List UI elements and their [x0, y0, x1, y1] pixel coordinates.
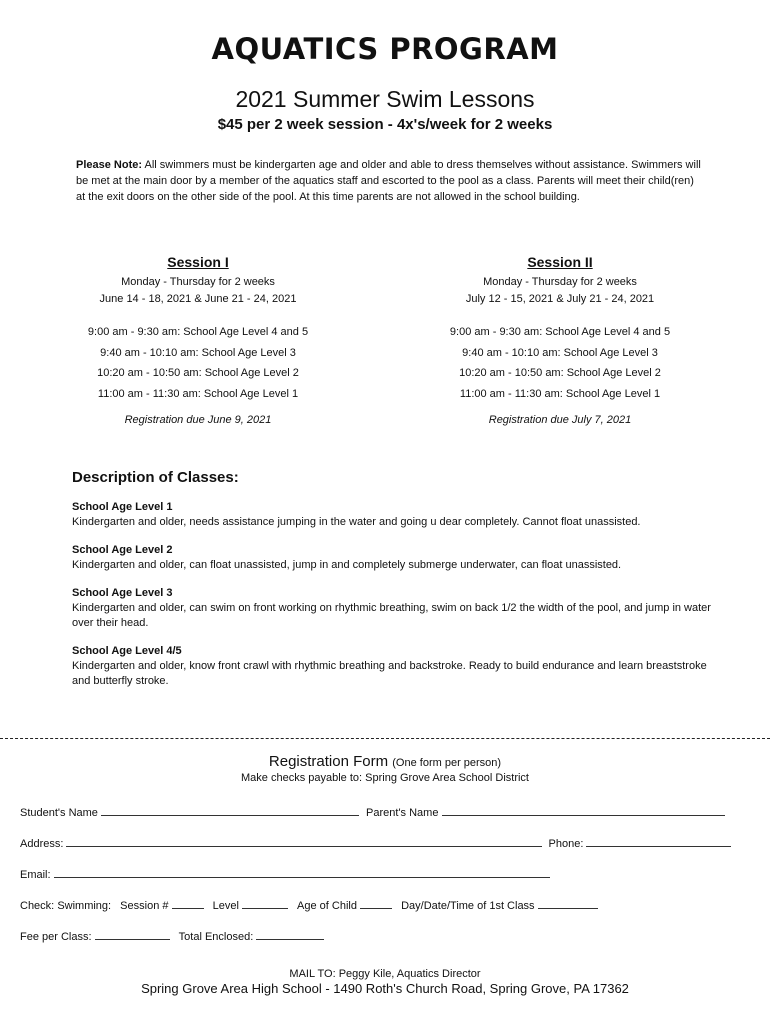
class-item	[72, 543, 717, 573]
email-field[interactable]	[54, 866, 550, 878]
form-row-email	[20, 866, 745, 881]
session-dates: July 12 - 15, 2021 & July 21 - 24, 2021	[465, 293, 655, 305]
level-label: Level	[212, 900, 239, 912]
form-row-names	[20, 804, 745, 819]
session-2	[410, 254, 710, 426]
class-descriptions	[72, 500, 717, 702]
age-field[interactable]	[360, 897, 392, 909]
address-label: Address:	[20, 838, 64, 850]
fee-label: Fee per Class:	[20, 931, 92, 943]
total-label: Total Enclosed:	[178, 931, 254, 943]
session-days: Monday - Thursday for 2 weeks	[121, 276, 275, 288]
price-line: $45 per 2 week session - 4x's/week for 2 weeks	[217, 116, 553, 133]
time-slot: 11:00 am - 11:30 am: School Age Level 1	[97, 387, 299, 400]
parent-name-field[interactable]	[442, 804, 725, 816]
time-slot: 9:40 am - 10:10 am: School Age Level 3	[100, 346, 296, 359]
check-label: Check:	[20, 900, 55, 912]
form-title	[0, 753, 770, 770]
first-class-field[interactable]	[538, 897, 598, 909]
time-slot: 11:00 am - 11:30 am: School Age Level 1	[459, 387, 661, 400]
phone-label: Phone:	[548, 838, 584, 850]
school-address: Spring Grove Area High School - 1490 Roth's Church Road, Spring Grove, PA 17362	[141, 981, 629, 996]
class-item	[72, 500, 717, 530]
registration-due: Registration due July 7, 2021	[488, 414, 632, 426]
time-slot: 9:40 am - 10:10 am: School Age Level 3	[462, 346, 658, 359]
note-text: All swimmers must be kindergarten age and older and able to dress themselves without assistance. Swimmers will be met at the main door by a member of the aquatics staff and escorted to the pool as a class. Parents will meet their child(ren) at the exit doors on the other side of the pool. At this time parents are not allowed in the school building.	[76, 159, 701, 203]
time-slot: 10:20 am - 10:50 am: School Age Level 2	[97, 367, 299, 379]
page-subtitle: 2021 Summer Swim Lessons	[235, 86, 535, 112]
session-title: Session I	[167, 254, 229, 270]
registration-due: Registration due June 9, 2021	[124, 414, 272, 426]
swimming-label: Swimming:	[57, 900, 112, 912]
time-slot: 10:20 am - 10:50 am: School Age Level 2	[459, 367, 661, 379]
class-item	[72, 586, 717, 631]
phone-field[interactable]	[586, 835, 731, 847]
please-note	[76, 157, 706, 205]
session-days: Monday - Thursday for 2 weeks	[483, 276, 637, 288]
address-field[interactable]	[66, 835, 542, 847]
session-number-field[interactable]	[172, 897, 204, 909]
age-label: Age of Child	[297, 900, 357, 912]
mail-to: MAIL TO: Peggy Kile, Aquatics Director	[289, 968, 481, 980]
fee-field[interactable]	[95, 928, 170, 940]
class-name: School Age Level 1	[72, 501, 173, 513]
form-title-note: (One form per person)	[392, 757, 502, 769]
parent-name-label: Parent's Name	[366, 807, 439, 819]
form-row-address	[20, 835, 745, 850]
email-label: Email:	[20, 869, 51, 881]
checks-payable: Make checks payable to: Spring Grove Area School District	[241, 772, 529, 784]
class-item	[72, 644, 717, 689]
form-title-text: Registration Form	[268, 753, 389, 770]
student-name-field[interactable]	[101, 804, 359, 816]
session-title: Session II	[527, 254, 593, 270]
note-label: Please Note:	[76, 159, 143, 171]
page-title: AQUATICS PROGRAM	[211, 32, 559, 66]
class-name: School Age Level 3	[72, 587, 173, 599]
session-times	[410, 322, 710, 404]
session-dates: June 14 - 18, 2021 & June 21 - 24, 2021	[99, 293, 297, 305]
student-name-label: Student's Name	[20, 807, 98, 819]
class-text: Kindergarten and older, can float unassisted, jump in and completely submerge underwater, can float unassisted.	[72, 559, 622, 571]
class-name: School Age Level 2	[72, 544, 173, 556]
class-text: Kindergarten and older, know front crawl with rhythmic breathing and backstroke. Ready to build endurance and learn breaststroke and butterfly stroke.	[72, 660, 707, 687]
time-slot: 9:00 am - 9:30 am: School Age Level 4 and 5	[87, 326, 309, 338]
first-class-label: Day/Date/Time of 1st Class	[401, 900, 535, 912]
session-number-label: Session #	[120, 900, 169, 912]
cut-line-divider	[0, 738, 770, 739]
session-1	[48, 254, 348, 426]
description-title: Description of Classes:	[72, 469, 239, 486]
session-times	[48, 322, 348, 404]
form-row-fee	[20, 928, 745, 943]
class-name: School Age Level 4/5	[72, 645, 182, 657]
total-field[interactable]	[256, 928, 324, 940]
class-text: Kindergarten and older, can swim on front working on rhythmic breathing, swim on back 1/2 the width of the pool, and jump in water over their head.	[72, 602, 711, 629]
level-field[interactable]	[242, 897, 288, 909]
form-row-check	[20, 897, 745, 912]
time-slot: 9:00 am - 9:30 am: School Age Level 4 and 5	[449, 326, 671, 338]
class-text: Kindergarten and older, needs assistance jumping in the water and going u dear completely. Cannot float unassisted.	[72, 516, 641, 528]
